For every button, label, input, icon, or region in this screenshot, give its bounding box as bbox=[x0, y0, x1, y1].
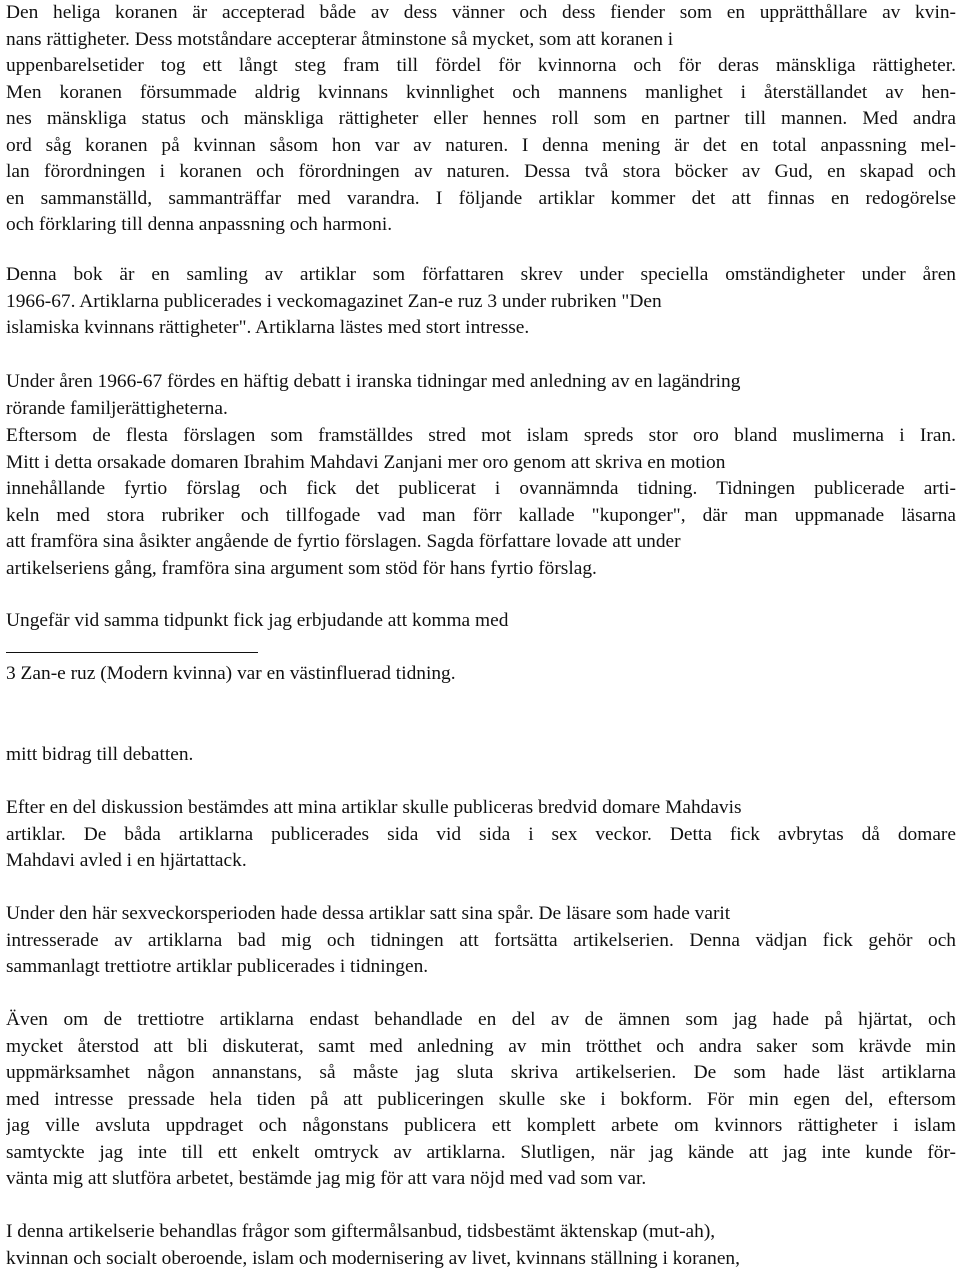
text-line: rörande familjerättigheterna. bbox=[6, 396, 956, 423]
text-line: Även om de trettiotre artiklarna endast behandlade en del av de ämnen som jag hade på hjärtat, och bbox=[6, 1007, 956, 1034]
text-line: artiklar. De båda artiklarna publicerades sida vid sida i sex veckor. Detta fick avbrytas då domare bbox=[6, 822, 956, 849]
footnote-text: 3 Zan-e ruz (Modern kvinna) var en västinfluerad tidning. bbox=[6, 661, 956, 688]
text-line: nans rättigheter. Dess motståndare accepterar åtminstone så mycket, som att koranen i bbox=[6, 27, 956, 54]
text-line: och förklaring till denna anpassning och harmoni. bbox=[6, 212, 956, 239]
paragraph-10 bbox=[6, 1219, 956, 1272]
paragraph-7 bbox=[6, 795, 956, 875]
text-line: uppmärksamhet någon annanstans, så måste jag sluta skriva artikelserien. De som hade läst artiklarna bbox=[6, 1060, 956, 1087]
footnote-separator bbox=[6, 652, 258, 653]
text-line: artikelseriens gång, framföra sina argument som stöd för hans fyrtio förslag. bbox=[6, 556, 956, 583]
text-line: kvinnan och socialt oberoende, islam och modernisering av livet, kvinnans ställning i koranen, bbox=[6, 1246, 956, 1272]
paragraph-2 bbox=[6, 262, 956, 342]
text-line: mycket återstod att bli diskuterat, samt med anledning av min trötthet och andra saker som krävde min bbox=[6, 1034, 956, 1061]
text-line: med intresse pressade hela tiden på att publiceringen skulle ske i bokform. För min egen del, eftersom bbox=[6, 1087, 956, 1114]
text-line: Den heliga koranen är accepterad både av dess vänner och dess fiender som en upprätthållare av kvin- bbox=[6, 0, 956, 27]
text-line: en sammanställd, sammanträffar med varandra. I följande artiklar kommer det att finnas en redogörelse bbox=[6, 186, 956, 213]
text-line: lan förordningen i koranen och förordningen av naturen. Dessa två stora böcker av Gud, en skapad och bbox=[6, 159, 956, 186]
text-line: Denna bok är en samling av artiklar som författaren skrev under speciella omständigheter under åren bbox=[6, 262, 956, 289]
text-line: uppenbarelsetider tog ett långt steg fram till fördel för kvinnorna och för deras mänskliga rättigheter. bbox=[6, 53, 956, 80]
footnote bbox=[6, 661, 956, 688]
text-line: jag ville avsluta uppdraget och någonstans publicera ett komplett arbete om kvinnors rättigheter i islam bbox=[6, 1113, 956, 1140]
text-line: 1966-67. Artiklarna publicerades i veckomagazinet Zan-e ruz 3 under rubriken "Den bbox=[6, 289, 956, 316]
text-line: keln med stora rubriker och tillfogade vad man förr kallade "kuponger", där man uppmanade läsarna bbox=[6, 503, 956, 530]
text-line: nes mänskliga status och mänskliga rättigheter eller hennes roll som en partner till mannen. Med andra bbox=[6, 106, 956, 133]
text-line: Men koranen försummade aldrig kvinnans kvinnlighet och mannens manlighet i återställandet av hen- bbox=[6, 80, 956, 107]
paragraph-5 bbox=[6, 608, 956, 635]
text-line: Efter en del diskussion bestämdes att mina artiklar skulle publiceras bredvid domare Mahdavis bbox=[6, 795, 956, 822]
text-line: samtyckte jag inte till ett enkelt omtryck av artiklarna. Slutligen, när jag kände att jag inte kunde för- bbox=[6, 1140, 956, 1167]
text-line: sammanlagt trettiotre artiklar publicerades i tidningen. bbox=[6, 954, 956, 981]
paragraph-9 bbox=[6, 1007, 956, 1193]
text-line: Under den här sexveckorsperioden hade dessa artiklar satt sina spår. De läsare som hade varit bbox=[6, 901, 956, 928]
text-line: att framföra sina åsikter angående de fyrtio förslagen. Sagda författare lovade att under bbox=[6, 529, 956, 556]
text-line: islamiska kvinnans rättigheter". Artiklarna lästes med stort intresse. bbox=[6, 315, 956, 342]
paragraph-3 bbox=[6, 369, 956, 422]
text-line: I denna artikelserie behandlas frågor som giftermålsanbud, tidsbestämt äktenskap (mut-ah), bbox=[6, 1219, 956, 1246]
paragraph-8 bbox=[6, 901, 956, 981]
text-line: Eftersom de flesta förslagen som framställdes stred mot islam spreds stor oro bland muslimerna i Iran. bbox=[6, 423, 956, 450]
text-line: Mitt i detta orsakade domaren Ibrahim Mahdavi Zanjani mer oro genom att skriva en motion bbox=[6, 450, 956, 477]
paragraph-1 bbox=[6, 0, 956, 239]
text-line: ord såg koranen på kvinnan såsom hon var av naturen. I denna mening är det en total anpassning mel- bbox=[6, 133, 956, 160]
text-line: intresserade av artiklarna bad mig och tidningen att fortsätta artikelserien. Denna vädjan fick gehör och bbox=[6, 928, 956, 955]
paragraph-4 bbox=[6, 423, 956, 582]
paragraph-6 bbox=[6, 742, 956, 769]
text-line: Under åren 1966-67 fördes en häftig debatt i iranska tidningar med anledning av en lagändring bbox=[6, 369, 956, 396]
text-line: Mahdavi avled i en hjärtattack. bbox=[6, 848, 956, 875]
text-line: innehållande fyrtio förslag och fick det publicerat i ovannämnda tidning. Tidningen publicerade arti- bbox=[6, 476, 956, 503]
text-line: Ungefär vid samma tidpunkt fick jag erbjudande att komma med bbox=[6, 608, 956, 635]
text-line: vänta mig att slutföra arbetet, bestämde jag mig för att vara nöjd med vad som var. bbox=[6, 1166, 956, 1193]
text-line: mitt bidrag till debatten. bbox=[6, 742, 956, 769]
